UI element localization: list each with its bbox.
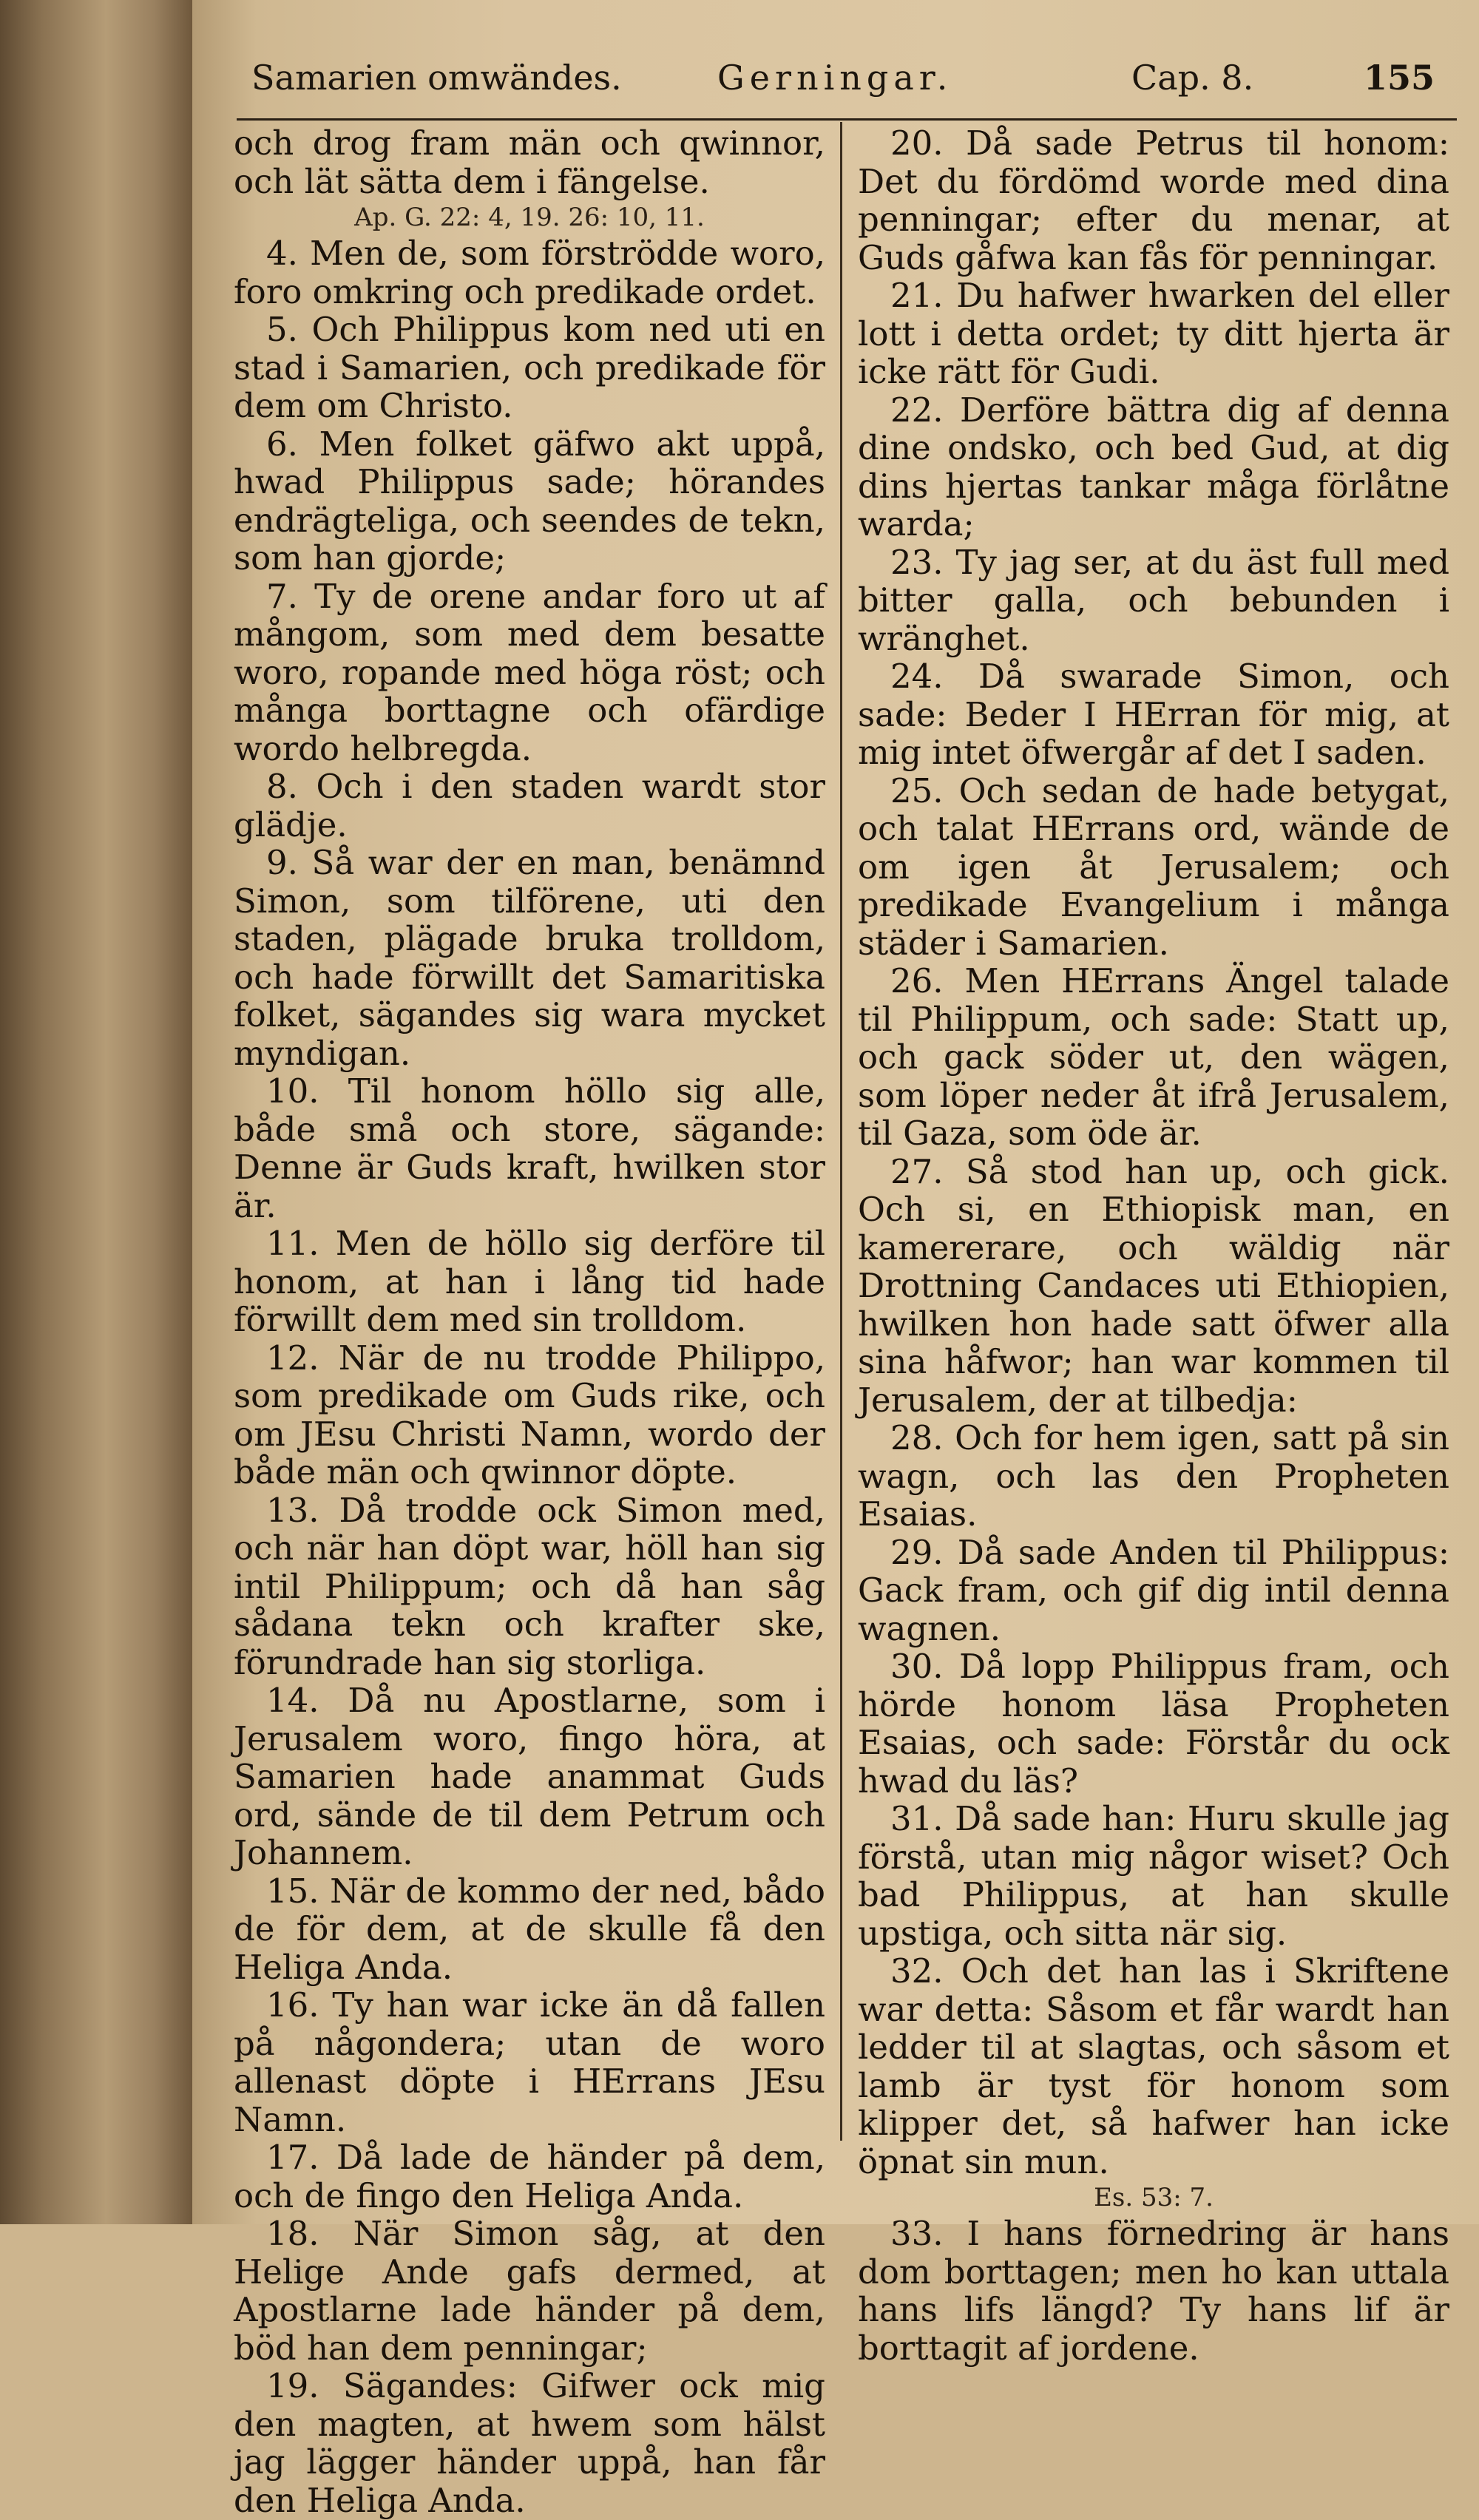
verse-30: 30. Då lopp Philippus fram, och hörde honom läsa Propheten Esaias, och sade: Förstår du ock hwad du läs? (858, 1647, 1449, 1801)
verse-6: 6. Men folket gäfwo akt uppå, hwad Philippus sade; hörandes endrägteliga, och seendes de tekn, som han gjorde; (234, 424, 825, 578)
facing-page-bleed (13, 84, 183, 108)
verse-28: 28. Och for hem igen, satt på sin wagn, och las den Propheten Esaias. (858, 1418, 1449, 1534)
verse-7: 7. Ty de orene andar foro ut af mångom, som med dem besatte woro, ropande med höga röst; och många borttagne och ofärdige wordo helbregda. (234, 576, 825, 768)
verse-26: 26. Men HErrans Ängel talade til Philippum, och sade: Statt up, och gack söder ut, den wägen, som löper neder åt ifrå Jerusalem, til Gaza, som öde är. (858, 961, 1449, 1153)
left-column (234, 124, 825, 2519)
verse-16: 16. Ty han war icke än då fallen på någondera; utan de woro allenast döpte i HErrans JEsu Namn. (234, 1985, 825, 2139)
verse-33: 33. I hans förnedring är hans dom borttagen; men ho kan uttala hans lifs längd? Ty hans lif är borttagit af jordene. (858, 2214, 1449, 2368)
verse-13: 13. Då trodde ock Simon med, och när han döpt war, höll han sig intil Philippum; och då han såg sådana tekn och krafter ske, förundrade han sig storliga. (234, 1490, 825, 1682)
cross-reference: Es. 53: 7. (1094, 2183, 1214, 2212)
verse-10: 10. Til honom höllo sig alle, både små och store, sägande: Denne är Guds kraft, hwilken stor är. (234, 1071, 825, 1225)
book-page (192, 0, 1479, 2520)
verse-8: 8. Och i den staden wardt stor glädje. (234, 767, 825, 844)
verse-continuation: och drog fram män och qwinnor, och lät sätta dem i fängelse. (234, 123, 825, 201)
verse-22: 22. Derföre bättra dig af denna dine ondsko, och bed Gud, at dig dins hjertas tankar måga förlåtne warda; (858, 390, 1449, 543)
verse-15: 15. När de kommo der ned, bådo de för dem, at de skulle få den Heliga Anda. (234, 1871, 825, 1987)
verse-14: 14. Då nu Apostlarne, som i Jerusalem woro, fingo höra, at Samarien hade anammat Guds ord, sände de til dem Petrum och Johannem. (234, 1681, 825, 1872)
verse-24: 24. Då swarade Simon, och sade: Beder I HErran för mig, at mig intet öfwergår af det I saden. (858, 657, 1449, 772)
verse-5: 5. Och Philippus kom ned uti en stad i Samarien, och predikade för dem om Christo. (234, 310, 825, 425)
verse-9: 9. Så war der en man, benämnd Simon, som tilförene, uti den staden, plägade bruka trolldom, och hade förwillt det Samaritiska folket, sägandes sig wara mycket myndigan. (234, 843, 825, 1073)
verse-19: 19. Sägandes: Gifwer ock mig den magten, at hwem som hälst jag lägger händer uppå, han får den Heliga Anda. (234, 2366, 825, 2520)
verse-18: 18. När Simon såg, at den Helige Ande gafs dermed, at Apostlarne lade händer på dem, böd han dem penningar; (234, 2214, 825, 2368)
right-column (858, 124, 1449, 2367)
running-head (222, 58, 1457, 117)
verse-31: 31. Då sade han: Huru skulle jag förstå, utan mig någor wiset? Och bad Philippus, at han skulle upstiga, och sitta när sig. (858, 1799, 1449, 1953)
page-number: 155 (1363, 58, 1435, 98)
verse-25: 25. Och sedan de hade betygat, och talat HErrans ord, wände de om igen åt Jerusalem; och predikade Evangelium i många städer i Samarien. (858, 770, 1449, 963)
verse-12: 12. När de nu trodde Philippo, som predikade om Guds rike, och om JEsu Christi Namn, wordo der både män och qwinnor döpte. (234, 1338, 825, 1491)
verse-27: 27. Så stod han up, och gick. Och si, en Ethiopisk man, en kamererare, och wäldig när Drottning Candaces uti Ethiopien, hwilken hon hade satt öfwer alla sina håfwor; han war kommen til Jerusalem, der at tilbedja: (858, 1151, 1449, 1420)
cross-reference: Ap. G. 22: 4, 19. 26: 10, 11. (354, 203, 705, 232)
chapter-label: Cap. 8. (1131, 58, 1254, 98)
header-rule (237, 118, 1457, 121)
section-heading: Samarien omwändes. (251, 58, 622, 98)
verse-20: 20. Då sade Petrus til honom: Det du fördömd worde med dina penningar; efter du menar, at Guds gåfwa kan fås för penningar. (858, 123, 1449, 277)
verse-29: 29. Då sade Anden til Philippus: Gack fram, och gif dig intil denna wagnen. (858, 1532, 1449, 1648)
verse-32: 32. Och det han las i Skriftene war detta: Såsom et får wardt han ledder til at slagtas, och såsom et lamb är tyst för honom som klipper det, så hafwer han icke öpnat sin mun. (858, 1951, 1449, 2181)
book-title: Gerningar. (717, 58, 953, 98)
column-divider (840, 122, 842, 2141)
verse-11: 11. Men de höllo sig derföre til honom, at han i lång tid hade förwillt dem med sin trolldom. (234, 1224, 825, 1339)
verse-23: 23. Ty jag ser, at du äst full med bitter galla, och bebunden i wränghet. (858, 542, 1449, 658)
verse-4: 4. Men de, som förströdde woro, foro omkring och predikade ordet. (234, 234, 825, 311)
verse-21: 21. Du hafwer hwarken del eller lott i detta ordet; ty ditt hjerta är icke rätt för Gudi. (858, 276, 1449, 391)
verse-17: 17. Då lade de händer på dem, och de fingo den Heliga Anda. (234, 2138, 825, 2215)
facing-page-spine (0, 0, 192, 2224)
